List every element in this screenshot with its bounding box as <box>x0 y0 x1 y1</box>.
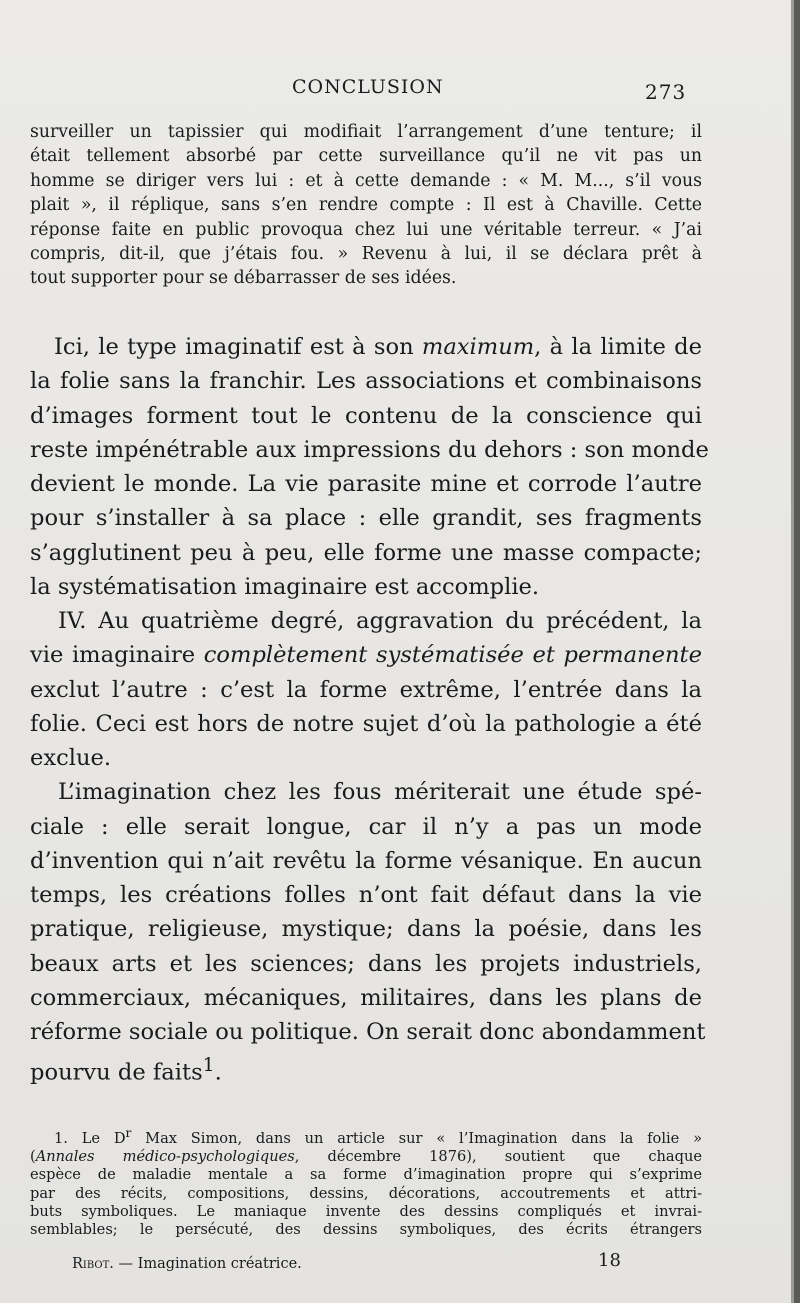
page-edge-shade <box>791 0 794 1303</box>
text-line: surveiller un tapissier qui modifiait l’arrangement d’une tenture; il <box>30 122 702 142</box>
paragraph-first-line: Ici, le type imaginatif est à son maximum, à la limite de <box>54 334 702 360</box>
page-edge-shadow <box>794 0 800 1303</box>
paragraph-first-line: L’imagination chez les fous mériterait une étude spé- <box>58 779 702 806</box>
footnote-first-line: 1. Le $D^r$ Max Simon, dans un article sur « l’Imagination dans la folie » <box>54 1126 702 1147</box>
text-line: d’invention qui n’ait revêtu la forme vésanique. En aucun <box>30 847 702 874</box>
carryover-passage <box>30 120 702 291</box>
text-line: vie imaginaire complètement systématisée et permanente <box>30 642 702 669</box>
footer-author-title: Ribot. — Imagination créatrice. <box>72 1256 302 1272</box>
page-number: 273 <box>645 80 687 104</box>
emphasis: Annales médico-psychologiques <box>35 1148 295 1166</box>
text-line: plait », il réplique, sans s’en rendre compte : Il est à Chaville. Cette <box>30 195 702 216</box>
text-line: compris, dit-il, que j’étais fou. » Revenu à lui, il se déclara prêt à <box>30 244 702 265</box>
paragraph-first-line: IV. Au quatrième degré, aggravation du précédent, la <box>58 608 702 634</box>
footnote-marker: 1 <box>202 1055 215 1077</box>
text-line: s’agglutinent peu à peu, elle forme une masse compacte; <box>30 539 702 566</box>
running-title: CONCLUSION <box>292 76 444 98</box>
text-line: la systématisation imaginaire est accomplie. <box>30 573 540 600</box>
footnote <box>30 1124 702 1240</box>
signature-mark: 18 <box>598 1250 621 1271</box>
text-line: devient le monde. La vie parasite mine et corrode l’autre <box>30 471 702 497</box>
text-line: d’images forment tout le contenu de la conscience qui <box>30 402 702 429</box>
text-line: par des récits, compositions, dessins, décorations, accoutrements et attri- <box>30 1184 702 1202</box>
text-line: la folie sans la franchir. Les associations et combinaisons <box>30 368 702 395</box>
main-text <box>30 330 709 1090</box>
text-line: reste impénétrable aux impressions du dehors : son monde <box>30 436 709 463</box>
text-line: pourvu de faits$^1$. <box>30 1055 222 1086</box>
text-line: était tellement absorbé par cette surveillance qu’il ne vit pas un <box>30 146 702 167</box>
text-line: espèce de maladie mentale a sa forme d’imagination propre qui s’exprime <box>30 1166 702 1184</box>
emphasis: complètement systématisée et permanente <box>203 642 702 669</box>
emphasis: maximum <box>421 334 535 360</box>
text-line: réforme sociale ou politique. On serait donc abondamment <box>30 1019 706 1045</box>
text-line: (Annales médico-psychologiques, décembre 1876), soutient que chaque <box>30 1148 703 1166</box>
text-line: ciale : elle serait longue, car il n’y a pas un mode <box>30 813 702 840</box>
text-line: exclue. <box>30 745 112 771</box>
text-line: réponse faite en public provoqua chez lui une véritable terreur. « J’ai <box>30 219 702 240</box>
text-line: pratique, religieuse, mystique; dans la poésie, dans les <box>30 916 702 943</box>
text-line: beaux arts et les sciences; dans les projets industriels, <box>30 950 702 977</box>
text-line: commerciaux, mécaniques, militaires, dans les plans de <box>30 984 702 1011</box>
text-line: tout supporter pour se débarrasser de ses idées. <box>30 268 457 289</box>
text-line: exclut l’autre : c’est la forme extrême, l’entrée dans la <box>30 676 702 703</box>
text-line: pour s’installer à sa place : elle grandit, ses fragments <box>30 505 702 532</box>
text-line: homme se diriger vers lui : et à cette demande : « M. M..., s’il vous <box>30 170 702 191</box>
text-line: buts symboliques. Le maniaque invente des dessins compliqués et invrai- <box>30 1203 702 1221</box>
text-line: temps, les créations folles n’ont fait défaut dans la vie <box>30 882 702 908</box>
text-line: folie. Ceci est hors de notre sujet d’où la pathologie a été <box>30 710 702 737</box>
text-line: semblables; le persécuté, des dessins symboliques, des écrits étrangers <box>30 1221 702 1239</box>
